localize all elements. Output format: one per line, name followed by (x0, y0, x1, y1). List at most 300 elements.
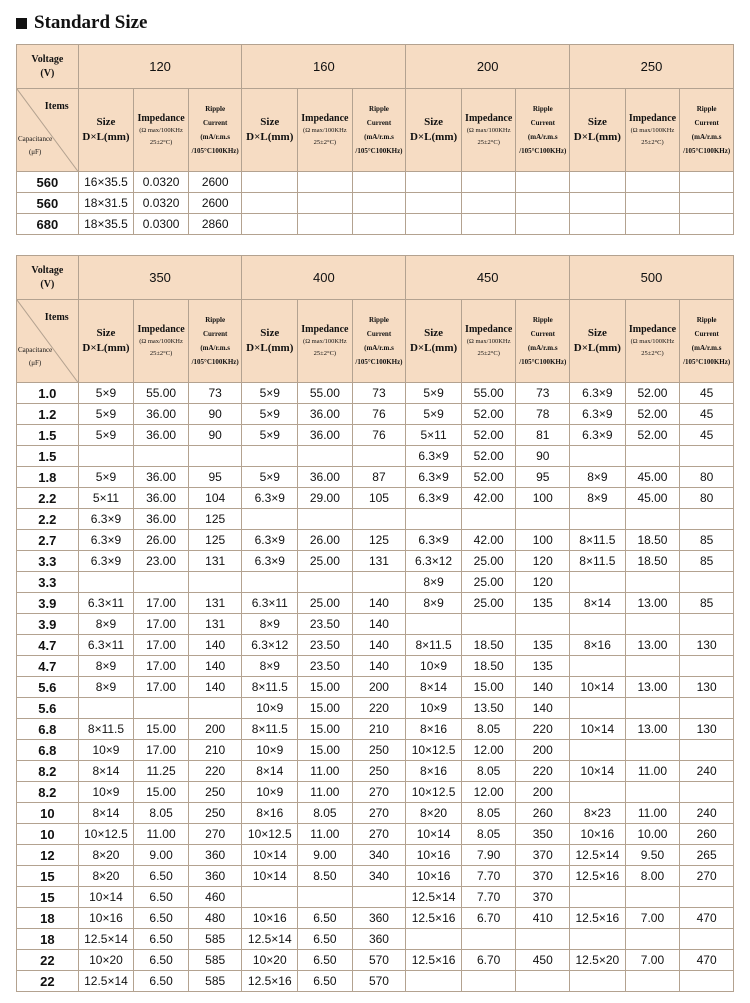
ripple-cell: 140 (352, 593, 406, 614)
table-row (17, 971, 734, 992)
items-capacitance-header (17, 89, 79, 172)
impedance-cell: 23.00 (134, 551, 189, 572)
table-row (17, 950, 734, 971)
ripple-cell: 220 (516, 761, 570, 782)
impedance-cell (461, 614, 516, 635)
capacitance-cell: 3.9 (17, 614, 79, 635)
voltage-value-header: 120 (78, 45, 242, 89)
size-cell: 10×16 (406, 866, 462, 887)
table-row (17, 214, 734, 235)
size-cell: 8×9 (570, 467, 626, 488)
size-cell: 10×14 (570, 719, 626, 740)
impedance-cell (625, 971, 680, 992)
size-cell (242, 887, 298, 908)
size-cell: 8×9 (78, 614, 134, 635)
ripple-cell: 220 (516, 719, 570, 740)
size-cell: 10×16 (570, 824, 626, 845)
ripple-cell: 120 (516, 572, 570, 593)
impedance-cell (298, 572, 353, 593)
ripple-current-header: Ripple Current (mA/r.m.s /105°C100KHz) (188, 89, 242, 172)
capacitance-cell: 3.9 (17, 593, 79, 614)
size-cell (406, 214, 462, 235)
size-cell (406, 172, 462, 193)
impedance-cell: 6.50 (134, 971, 189, 992)
impedance-cell: 12.00 (461, 740, 516, 761)
size-cell (570, 887, 626, 908)
impedance-cell: 36.00 (134, 467, 189, 488)
ripple-cell (352, 572, 406, 593)
ripple-cell (352, 509, 406, 530)
ripple-cell (680, 740, 734, 761)
ripple-cell: 470 (680, 950, 734, 971)
table-row (17, 530, 734, 551)
size-cell: 8×14 (570, 593, 626, 614)
voltage-value-header: 250 (570, 45, 734, 89)
size-cell (78, 446, 134, 467)
ripple-current-header: Ripple Current (mA/r.m.s /105°C100KHz) (352, 300, 406, 383)
size-cell: 5×9 (78, 467, 134, 488)
table-row (17, 887, 734, 908)
size-cell: 10×9 (78, 740, 134, 761)
ripple-cell: 131 (188, 551, 242, 572)
impedance-cell (625, 172, 680, 193)
impedance-cell (625, 572, 680, 593)
impedance-header: Impedance (Ω max/100KHz 25±2°C) (298, 89, 353, 172)
size-cell: 6.3×11 (78, 593, 134, 614)
ripple-cell (680, 887, 734, 908)
impedance-cell: 15.00 (298, 719, 353, 740)
capacitance-cell: 6.8 (17, 719, 79, 740)
ripple-cell: 90 (188, 404, 242, 425)
capacitance-cell: 18 (17, 908, 79, 929)
table-row (17, 656, 734, 677)
ripple-cell (516, 193, 570, 214)
impedance-cell: 11.25 (134, 761, 189, 782)
table-row (17, 929, 734, 950)
ripple-cell: 360 (352, 908, 406, 929)
table-row (17, 383, 734, 404)
voltage-header: Voltage (V) (17, 45, 79, 89)
square-bullet-icon (16, 18, 27, 29)
impedance-cell: 8.00 (625, 866, 680, 887)
ripple-current-header: Ripple Current (mA/r.m.s /105°C100KHz) (188, 300, 242, 383)
impedance-cell: 45.00 (625, 467, 680, 488)
size-cell: 6.3×11 (242, 593, 298, 614)
size-cell: 12.5×16 (406, 950, 462, 971)
impedance-cell: 10.00 (625, 824, 680, 845)
impedance-cell: 26.00 (298, 530, 353, 551)
ripple-current-header: Ripple Current (mA/r.m.s /105°C100KHz) (516, 300, 570, 383)
ripple-cell: 450 (516, 950, 570, 971)
impedance-cell: 6.50 (298, 908, 353, 929)
ripple-cell: 250 (188, 782, 242, 803)
size-cell: 10×9 (242, 698, 298, 719)
impedance-cell: 6.50 (298, 929, 353, 950)
ripple-cell: 90 (188, 425, 242, 446)
size-cell: 6.3×9 (242, 551, 298, 572)
table-row (17, 509, 734, 530)
impedance-cell: 0.0320 (134, 193, 189, 214)
impedance-cell: 25.00 (461, 551, 516, 572)
size-cell: 10×14 (570, 677, 626, 698)
ripple-cell (516, 614, 570, 635)
size-cell: 8×23 (570, 803, 626, 824)
size-cell: 6.3×9 (242, 530, 298, 551)
voltage-value-header: 200 (406, 45, 570, 89)
ripple-cell: 250 (352, 740, 406, 761)
impedance-cell: 23.50 (298, 635, 353, 656)
ripple-cell: 73 (352, 383, 406, 404)
ripple-cell (352, 193, 406, 214)
impedance-cell: 36.00 (134, 509, 189, 530)
ripple-cell: 140 (352, 635, 406, 656)
impedance-header: Impedance (Ω max/100KHz 25±2°C) (298, 300, 353, 383)
ripple-current-header: Ripple Current (mA/r.m.s /105°C100KHz) (352, 89, 406, 172)
impedance-cell (298, 214, 353, 235)
impedance-cell: 7.90 (461, 845, 516, 866)
capacitance-cell: 560 (17, 193, 79, 214)
capacitance-cell: 6.8 (17, 740, 79, 761)
impedance-cell: 13.00 (625, 635, 680, 656)
impedance-cell: 52.00 (625, 425, 680, 446)
capacitance-cell: 5.6 (17, 698, 79, 719)
ripple-cell: 140 (516, 677, 570, 698)
size-cell: 5×9 (78, 383, 134, 404)
size-cell (242, 193, 298, 214)
impedance-cell: 6.50 (298, 950, 353, 971)
capacitance-cell: 15 (17, 866, 79, 887)
size-cell (242, 446, 298, 467)
ripple-cell: 125 (188, 509, 242, 530)
size-cell: 10×9 (242, 782, 298, 803)
size-header: Size D×L(mm) (78, 89, 134, 172)
ripple-cell (188, 446, 242, 467)
size-cell: 12.5×14 (570, 845, 626, 866)
size-cell (570, 614, 626, 635)
capacitance-cell: 1.0 (17, 383, 79, 404)
ripple-cell: 240 (680, 803, 734, 824)
capacitance-cell: 2.2 (17, 509, 79, 530)
ripple-cell: 73 (188, 383, 242, 404)
impedance-cell: 6.50 (298, 971, 353, 992)
capacitance-cell: 1.5 (17, 425, 79, 446)
ripple-cell: 90 (516, 446, 570, 467)
size-header: Size D×L(mm) (242, 89, 298, 172)
ripple-cell: 76 (352, 404, 406, 425)
ripple-cell (680, 656, 734, 677)
ripple-cell: 73 (516, 383, 570, 404)
size-cell: 5×9 (242, 425, 298, 446)
size-header: Size D×L(mm) (406, 89, 462, 172)
size-cell: 6.3×12 (406, 551, 462, 572)
impedance-cell (625, 614, 680, 635)
impedance-cell (625, 193, 680, 214)
ripple-cell (188, 572, 242, 593)
size-cell: 8×9 (406, 593, 462, 614)
ripple-cell (352, 214, 406, 235)
ripple-cell: 360 (188, 866, 242, 887)
size-cell (570, 193, 626, 214)
ripple-cell: 210 (188, 740, 242, 761)
ripple-cell: 2600 (188, 193, 242, 214)
size-cell (406, 971, 462, 992)
ripple-cell: 200 (352, 677, 406, 698)
impedance-cell: 26.00 (134, 530, 189, 551)
impedance-header: Impedance (Ω max/100KHz 25±2°C) (625, 89, 680, 172)
size-cell: 10×14 (78, 887, 134, 908)
impedance-cell (625, 214, 680, 235)
table-row (17, 593, 734, 614)
table-row (17, 551, 734, 572)
ripple-cell (680, 572, 734, 593)
table-row (17, 635, 734, 656)
impedance-cell (461, 214, 516, 235)
table-row (17, 740, 734, 761)
impedance-cell: 18.50 (625, 551, 680, 572)
impedance-cell (134, 446, 189, 467)
size-cell: 16×35.5 (78, 172, 134, 193)
size-cell: 10×16 (406, 845, 462, 866)
capacitance-cell: 22 (17, 971, 79, 992)
size-cell: 10×16 (242, 908, 298, 929)
capacitance-cell: 2.7 (17, 530, 79, 551)
impedance-cell: 36.00 (298, 467, 353, 488)
size-cell (406, 193, 462, 214)
ripple-cell (680, 698, 734, 719)
table-row (17, 446, 734, 467)
size-cell: 8×9 (242, 656, 298, 677)
ripple-cell: 80 (680, 467, 734, 488)
items-capacitance-header (17, 300, 79, 383)
impedance-header: Impedance (Ω max/100KHz 25±2°C) (461, 89, 516, 172)
voltage-value-header: 450 (406, 256, 570, 300)
impedance-cell: 11.00 (298, 761, 353, 782)
impedance-cell: 11.00 (625, 803, 680, 824)
size-cell: 6.3×9 (406, 530, 462, 551)
impedance-cell (461, 172, 516, 193)
size-cell (242, 509, 298, 530)
ripple-cell: 260 (680, 824, 734, 845)
size-cell: 5×9 (242, 467, 298, 488)
size-cell: 5×9 (78, 425, 134, 446)
impedance-cell: 52.00 (461, 446, 516, 467)
ripple-cell: 470 (680, 908, 734, 929)
ripple-cell: 140 (188, 635, 242, 656)
impedance-cell: 25.00 (461, 593, 516, 614)
size-cell: 8×20 (78, 866, 134, 887)
size-cell: 8×16 (406, 761, 462, 782)
ripple-cell: 104 (188, 488, 242, 509)
impedance-cell: 36.00 (298, 404, 353, 425)
capacitance-cell: 560 (17, 172, 79, 193)
impedance-cell (461, 929, 516, 950)
capacitance-label: Capacitance (μF) (18, 346, 53, 367)
size-cell: 6.3×11 (78, 635, 134, 656)
size-cell: 12.5×14 (242, 929, 298, 950)
impedance-cell: 55.00 (134, 383, 189, 404)
ripple-cell: 260 (516, 803, 570, 824)
ripple-cell: 270 (352, 803, 406, 824)
size-cell (570, 172, 626, 193)
impedance-cell: 42.00 (461, 530, 516, 551)
size-cell: 6.3×12 (242, 635, 298, 656)
size-cell: 10×20 (78, 950, 134, 971)
size-cell: 10×14 (570, 761, 626, 782)
ripple-cell: 200 (516, 782, 570, 803)
ripple-cell (680, 614, 734, 635)
impedance-cell: 15.00 (298, 677, 353, 698)
ripple-cell: 95 (188, 467, 242, 488)
size-cell: 6.3×9 (406, 488, 462, 509)
size-cell: 18×35.5 (78, 214, 134, 235)
ripple-cell: 360 (188, 845, 242, 866)
size-cell: 8×14 (78, 803, 134, 824)
ripple-cell: 370 (516, 866, 570, 887)
impedance-cell: 13.00 (625, 719, 680, 740)
size-cell: 5×9 (406, 383, 462, 404)
size-cell: 8×9 (406, 572, 462, 593)
size-cell (570, 929, 626, 950)
size-cell: 8×9 (78, 677, 134, 698)
ripple-cell (352, 887, 406, 908)
impedance-cell (625, 782, 680, 803)
impedance-cell: 11.00 (298, 824, 353, 845)
size-cell: 8×14 (78, 761, 134, 782)
ripple-cell: 45 (680, 383, 734, 404)
ripple-cell: 45 (680, 404, 734, 425)
size-cell: 5×9 (242, 404, 298, 425)
impedance-cell: 6.50 (134, 929, 189, 950)
ripple-cell (352, 172, 406, 193)
impedance-cell (625, 929, 680, 950)
table-row (17, 488, 734, 509)
ripple-cell: 105 (352, 488, 406, 509)
size-cell: 5×11 (406, 425, 462, 446)
size-cell: 10×9 (406, 698, 462, 719)
capacitance-cell: 22 (17, 950, 79, 971)
table-row (17, 824, 734, 845)
ripple-cell: 200 (516, 740, 570, 761)
impedance-cell: 52.00 (625, 383, 680, 404)
impedance-cell: 8.05 (298, 803, 353, 824)
ripple-cell: 570 (352, 971, 406, 992)
impedance-cell (625, 446, 680, 467)
table-row (17, 845, 734, 866)
ripple-cell: 45 (680, 425, 734, 446)
ripple-cell (680, 172, 734, 193)
ripple-cell: 350 (516, 824, 570, 845)
size-cell: 8×16 (242, 803, 298, 824)
impedance-cell: 8.05 (134, 803, 189, 824)
table-row (17, 614, 734, 635)
ripple-cell: 585 (188, 971, 242, 992)
impedance-cell: 11.00 (298, 782, 353, 803)
impedance-cell: 13.50 (461, 698, 516, 719)
size-cell: 6.3×9 (78, 509, 134, 530)
impedance-cell: 0.0320 (134, 172, 189, 193)
capacitance-cell: 3.3 (17, 551, 79, 572)
ripple-cell: 240 (680, 761, 734, 782)
size-header: Size D×L(mm) (570, 300, 626, 383)
ripple-cell: 210 (352, 719, 406, 740)
size-cell: 12.5×14 (406, 887, 462, 908)
ripple-current-header: Ripple Current (mA/r.m.s /105°C100KHz) (680, 300, 734, 383)
impedance-cell: 8.50 (298, 866, 353, 887)
ripple-cell (680, 971, 734, 992)
impedance-cell: 15.00 (461, 677, 516, 698)
ripple-cell: 125 (188, 530, 242, 551)
impedance-cell (625, 509, 680, 530)
impedance-cell: 52.00 (461, 467, 516, 488)
ripple-cell (680, 446, 734, 467)
impedance-cell (461, 193, 516, 214)
capacitance-cell: 8.2 (17, 782, 79, 803)
ripple-cell: 81 (516, 425, 570, 446)
size-header: Size D×L(mm) (570, 89, 626, 172)
size-cell (78, 698, 134, 719)
ripple-cell (680, 509, 734, 530)
ripple-cell (680, 214, 734, 235)
capacitance-cell: 10 (17, 824, 79, 845)
capacitance-cell: 3.3 (17, 572, 79, 593)
table-row (17, 677, 734, 698)
impedance-cell: 15.00 (298, 740, 353, 761)
impedance-cell: 6.50 (134, 950, 189, 971)
impedance-cell: 15.00 (134, 782, 189, 803)
size-cell: 8×11.5 (570, 551, 626, 572)
impedance-header: Impedance (Ω max/100KHz 25±2°C) (625, 300, 680, 383)
impedance-cell: 11.00 (625, 761, 680, 782)
impedance-cell: 9.00 (134, 845, 189, 866)
impedance-cell: 29.00 (298, 488, 353, 509)
impedance-cell (625, 887, 680, 908)
size-cell: 5×9 (242, 383, 298, 404)
table-row (17, 172, 734, 193)
size-cell: 10×14 (242, 866, 298, 887)
impedance-cell: 7.70 (461, 866, 516, 887)
size-cell: 6.3×9 (570, 404, 626, 425)
impedance-cell: 15.00 (298, 698, 353, 719)
table-row (17, 782, 734, 803)
table-row (17, 572, 734, 593)
size-cell: 8×9 (570, 488, 626, 509)
impedance-cell (625, 698, 680, 719)
table-row (17, 467, 734, 488)
table-row (17, 866, 734, 887)
size-cell: 6.3×9 (406, 467, 462, 488)
ripple-cell (516, 509, 570, 530)
standard-size-table-high-voltage (16, 255, 734, 992)
capacitance-cell: 5.6 (17, 677, 79, 698)
impedance-cell (298, 446, 353, 467)
size-cell: 10×9 (78, 782, 134, 803)
size-cell: 8×11.5 (242, 719, 298, 740)
size-cell: 10×12.5 (242, 824, 298, 845)
size-cell (570, 446, 626, 467)
size-cell: 10×20 (242, 950, 298, 971)
size-cell (406, 614, 462, 635)
impedance-cell: 25.00 (461, 572, 516, 593)
size-header: Size D×L(mm) (242, 300, 298, 383)
impedance-header: Impedance (Ω max/100KHz 25±2°C) (134, 89, 189, 172)
impedance-cell (134, 572, 189, 593)
size-header: Size D×L(mm) (406, 300, 462, 383)
capacitance-cell: 1.8 (17, 467, 79, 488)
ripple-cell: 2860 (188, 214, 242, 235)
ripple-cell: 340 (352, 866, 406, 887)
ripple-cell: 131 (188, 593, 242, 614)
impedance-cell: 9.50 (625, 845, 680, 866)
